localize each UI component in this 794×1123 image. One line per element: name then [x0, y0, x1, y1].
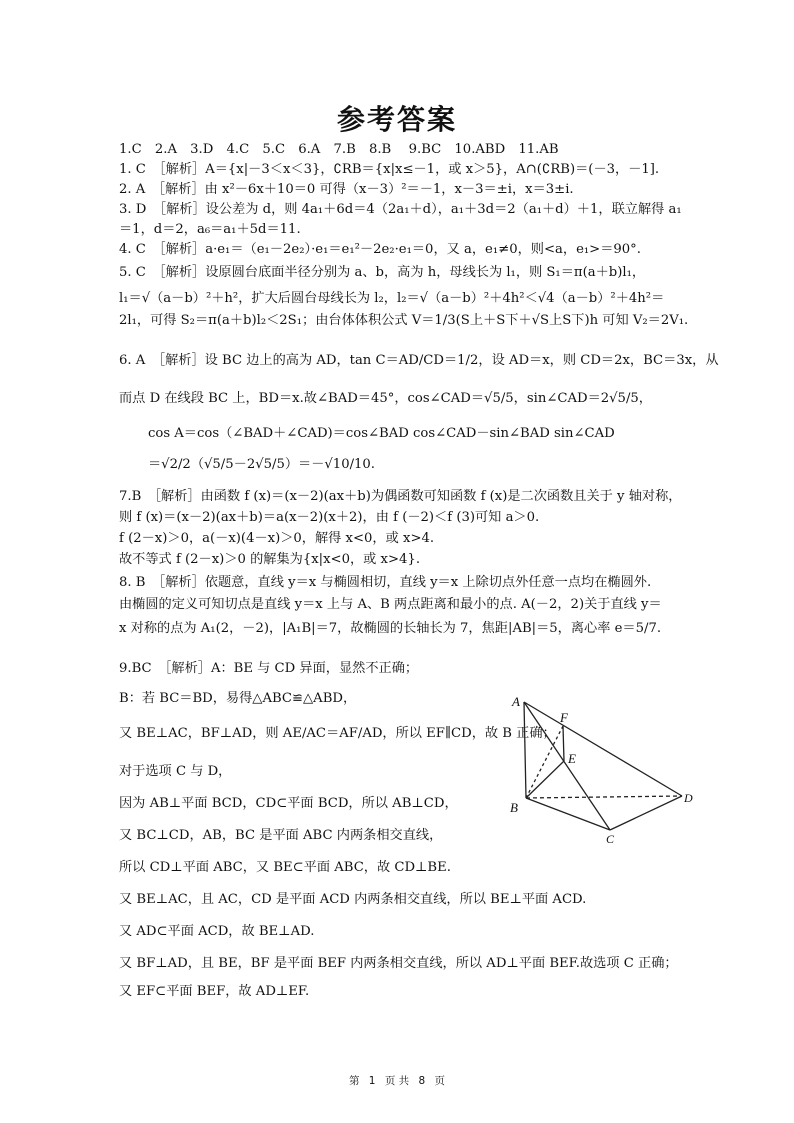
label-C: C [606, 832, 615, 846]
edge-CD [610, 796, 682, 830]
edge-BE [526, 761, 564, 798]
solution-line: B：若 BC＝BD，易得△ABC≌△ABD， [119, 691, 357, 706]
solution-line: 6. A ［解析］设 BC 边上的高为 AD，tan C＝AD/CD＝1/2，设 AD＝x，则 CD＝2x，BC＝3x，从 [119, 353, 719, 368]
footer-total-pages: 8 [418, 1075, 426, 1087]
solution-line: 因为 AB⊥平面 BCD，CD⊂平面 BCD，所以 AB⊥CD， [119, 796, 458, 811]
edge-BC [526, 798, 610, 830]
solution-line: 而点 D 在线段 BC 上，BD＝x.故∠BAD＝45°，cos∠CAD＝√5/5，sin∠CAD＝2√5/5， [119, 391, 652, 406]
solution-line: f (2－x)＞0，a(－x)(4－x)＞0，解得 x<0，或 x>4. [119, 531, 435, 546]
footer-page-number: 1 [368, 1075, 376, 1087]
solution-line: 2l₁，可得 S₂＝π(a＋b)l₂＜2S₁；由台体体积公式 V＝1/3(S上＋S下＋√S上S下)h 可知 V₂＝2V₁. [119, 313, 689, 328]
edge-BD [526, 796, 682, 798]
solution-line: 3. D ［解析］设公差为 d，则 4a₁＋6d＝4（2a₁＋d），a₁＋3d＝2（a₁＋d）＋1，联立解得 a₁ [119, 202, 682, 217]
solution-line: 又 EF⊂平面 BEF，故 AD⊥EF. [119, 984, 310, 999]
solution-line: 1. C ［解析］A＝{x|－3＜x＜3}，∁RB＝{x|x≤－1，或 x＞5}，A∩(∁RB)＝(－3，－1]. [119, 162, 660, 177]
page-footer [0, 1073, 794, 1088]
geometry-figure [500, 690, 693, 846]
solution-line: 8. B ［解析］依题意，直线 y＝x 与椭圆相切，直线 y＝x 上除切点外任意一点均在椭圆外. [119, 575, 652, 590]
solution-line: 5. C ［解析］设原圆台底面半径分别为 a、b，高为 h，母线长为 l₁，则 S₁＝π(a＋b)l₁， [119, 265, 646, 280]
solution-line: 又 BC⊥CD，AB，BC 是平面 ABC 内两条相交直线， [119, 828, 443, 843]
solution-line: 7.B ［解析］由函数 f (x)＝(x－2)(ax＋b)为偶函数可知函数 f (x)是二次函数且关于 y 轴对称， [119, 489, 682, 504]
footer-mid: 页 共 [384, 1075, 410, 1087]
page-title: 参考答案 [336, 103, 457, 136]
edge-BF [526, 726, 563, 798]
label-F: F [560, 710, 568, 725]
solution-line: 又 BE⊥AC，BF⊥AD，则 AE/AC＝AF/AD，所以 EF∥CD，故 B 正确； [119, 726, 556, 741]
solution-line: 9.BC ［解析］A：BE 与 CD 异面，显然不正确； [119, 661, 419, 676]
solution-line: 故不等式 f (2－x)＞0 的解集为{x|x<0，或 x>4}. [119, 552, 421, 567]
solution-line: 则 f (x)＝(x－2)(ax＋b)＝a(x－2)(x＋2)，由 f (－2)＜f (3)可知 a＞0. [119, 510, 540, 525]
edge-EF [563, 726, 564, 761]
label-E: E [568, 751, 576, 766]
solution-line: 又 BF⊥AD，且 BE，BF 是平面 BEF 内两条相交直线，所以 AD⊥平面 BEF.故选项 C 正确； [119, 956, 678, 971]
edge-AD [524, 702, 682, 796]
solution-line: 4. C ［解析］a·e₁＝（e₁－2e₂）·e₁＝e₁²－2e₂·e₁＝0，又 a，e₁≠0，则<a，e₁>＝90°. [119, 242, 641, 257]
solution-line: ＝1，d＝2，a₆＝a₁＋5d＝11. [119, 222, 301, 237]
edge-AB [524, 702, 526, 798]
solution-line: l₁＝√（a－b）²＋h²，扩大后圆台母线长为 l₂，l₂＝√（a－b）²＋4h²＜√4（a－b）²＋4h²＝ [119, 291, 665, 306]
solution-line: 对于选项 C 与 D， [119, 764, 232, 779]
solution-line: 又 BE⊥AC，且 AC，CD 是平面 ACD 内两条相交直线，所以 BE⊥平面 ACD. [119, 892, 587, 907]
solution-line: 由椭圆的定义可知切点是直线 y＝x 上与 A、B 两点距离和最小的点. A(－2，2)关于直线 y＝ [119, 597, 662, 612]
solution-line: 又 AD⊂平面 ACD，故 BE⊥AD. [119, 924, 315, 939]
solution-line: 所以 CD⊥平面 ABC，又 BE⊂平面 ABC，故 CD⊥BE. [119, 860, 451, 875]
solution-line: ＝√2/2（√5/5－2√5/5）＝－√10/10. [148, 457, 375, 472]
footer-suffix: 页 [434, 1075, 446, 1087]
solution-line: x 对称的点为 A₁(2，－2)，|A₁B|＝7，故椭圆的长轴长为 7，焦距|AB|＝5，离心率 e＝5/7. [119, 621, 662, 636]
answer-key: 1.C 2.A 3.D 4.C 5.C 6.A 7.B 8.B 9.BC 10.ABD 11.AB [119, 142, 559, 157]
solution-line: cos A＝cos（∠BAD＋∠CAD)＝cos∠BAD cos∠CAD－sin∠BAD sin∠CAD [148, 426, 615, 441]
footer-prefix: 第 [348, 1075, 360, 1087]
label-A: A [512, 694, 520, 709]
solution-line: 2. A ［解析］由 x²－6x＋10＝0 可得（x－3）²＝－1，x－3＝±i，x＝3±i. [119, 182, 574, 197]
label-B: B [510, 800, 518, 815]
label-D: D [684, 791, 693, 805]
